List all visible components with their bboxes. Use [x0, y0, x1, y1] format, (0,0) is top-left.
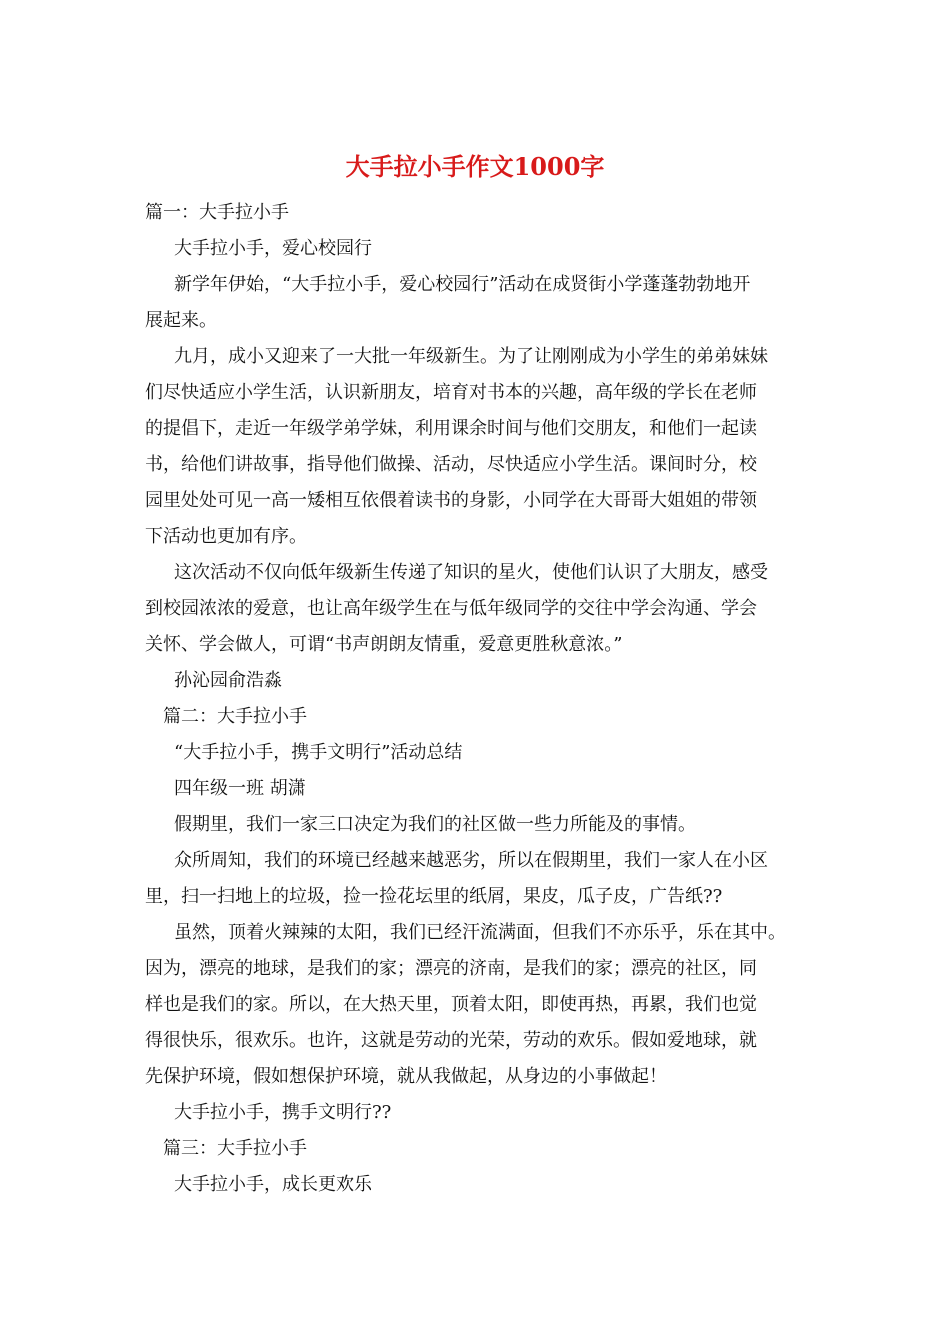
- paragraph-line: “大手拉小手，携手文明行”活动总结: [174, 742, 463, 763]
- paragraph-line: 大手拉小手，爱心校园行: [174, 238, 372, 259]
- section-heading-3: 篇三：大手拉小手: [163, 1138, 307, 1159]
- paragraph-line: 下活动也更加有序。: [145, 526, 307, 547]
- paragraph-line: 众所周知，我们的环境已经越来越恶劣，所以在假期里，我们一家人在小区: [174, 850, 768, 871]
- paragraph-line: 因为，漂亮的地球，是我们的家；漂亮的济南，是我们的家；漂亮的社区，同: [145, 958, 757, 979]
- paragraph-line: 九月，成小又迎来了一大批一年级新生。为了让刚刚成为小学生的弟弟妹妹: [174, 346, 768, 367]
- paragraph-line: 大手拉小手，成长更欢乐: [174, 1174, 372, 1195]
- paragraph-line: 虽然，顶着火辣辣的太阳，我们已经汗流满面，但我们不亦乐乎，乐在其中。: [174, 922, 786, 943]
- paragraph-line: 新学年伊始，“大手拉小手，爱心校园行”活动在成贤街小学蓬蓬勃勃地开: [174, 274, 751, 295]
- author-line: 孙沁园俞浩淼: [174, 670, 282, 691]
- paragraph-line: 们尽快适应小学生活，认识新朋友，培育对书本的兴趣，高年级的学长在老师: [145, 382, 757, 403]
- paragraph-line: 园里处处可见一高一矮相互依偎着读书的身影，小同学在大哥哥大姐姐的带领: [145, 490, 757, 511]
- paragraph-line: 到校园浓浓的爱意，也让高年级学生在与低年级同学的交往中学会沟通、学会: [145, 598, 757, 619]
- author-line: 四年级一班 胡潇: [174, 778, 306, 799]
- paragraph-line: 展起来。: [145, 310, 217, 331]
- paragraph-line: 书，给他们讲故事，指导他们做操、活动，尽快适应小学生活。课间时分，校: [145, 454, 757, 475]
- paragraph-line: 样也是我们的家。所以，在大热天里，顶着太阳，即使再热，再累，我们也觉: [145, 994, 757, 1015]
- paragraph-line: 先保护环境，假如想保护环境，就从我做起，从身边的小事做起！: [145, 1066, 667, 1087]
- paragraph-line: 假期里，我们一家三口决定为我们的社区做一些力所能及的事情。: [174, 814, 696, 835]
- section-heading-2: 篇二：大手拉小手: [163, 706, 307, 727]
- paragraph-line: 这次活动不仅向低年级新生传递了知识的星火，使他们认识了大朋友，感受: [174, 562, 768, 583]
- paragraph-line: 关怀、学会做人，可谓“书声朗朗友情重，爱意更胜秋意浓。”: [145, 634, 623, 655]
- paragraph-line: 的提倡下，走近一年级学弟学妹，利用课余时间与他们交朋友，和他们一起读: [145, 418, 757, 439]
- paragraph-line: 里，扫一扫地上的垃圾，捡一捡花坛里的纸屑，果皮，瓜子皮，广告纸??: [145, 886, 723, 907]
- paragraph-line: 得很快乐，很欢乐。也许，这就是劳动的光荣，劳动的欢乐。假如爱地球，就: [145, 1030, 757, 1051]
- document-title: 大手拉小手作文1000字: [345, 152, 605, 181]
- paragraph-line: 大手拉小手，携手文明行??: [174, 1102, 392, 1123]
- section-heading-1: 篇一：大手拉小手: [145, 202, 289, 223]
